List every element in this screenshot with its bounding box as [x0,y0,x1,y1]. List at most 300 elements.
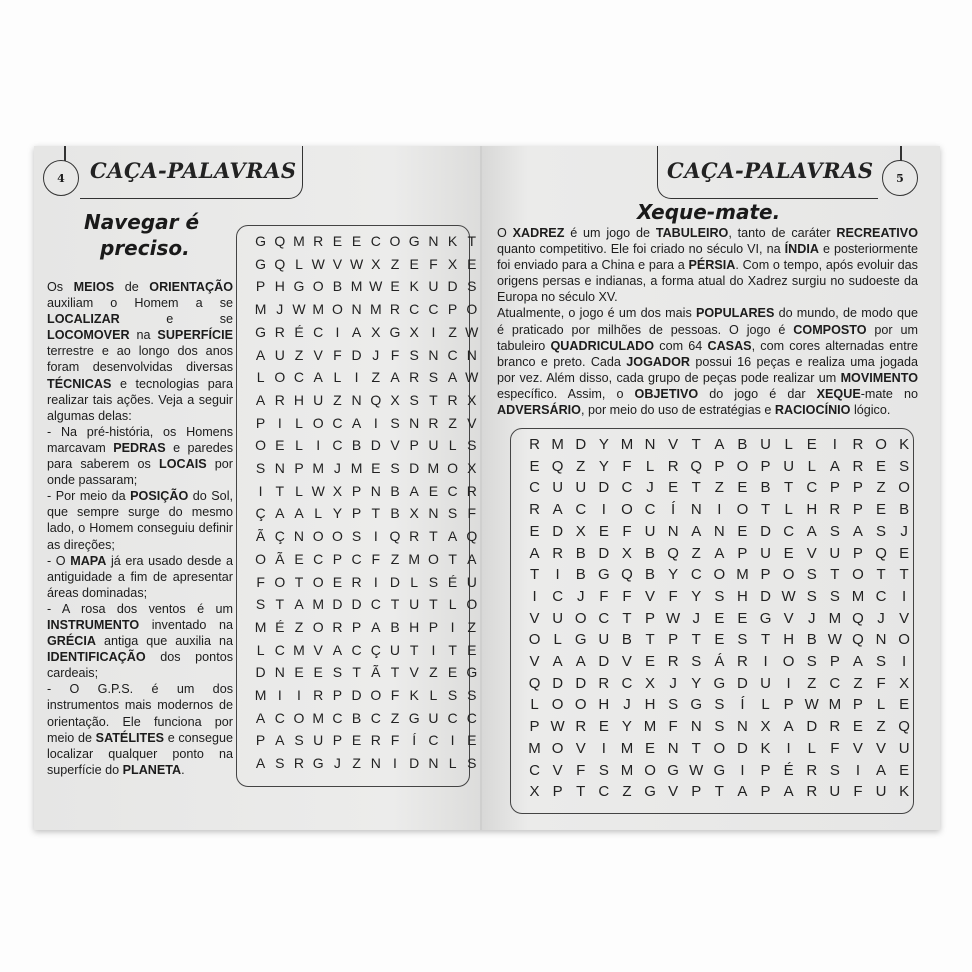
grid-letter[interactable]: C [370,233,381,249]
grid-letter[interactable]: D [552,674,564,692]
grid-letter[interactable]: O [370,687,382,703]
grid-letter[interactable]: A [737,783,748,801]
grid-letter[interactable]: D [760,522,771,540]
grid-letter[interactable]: M [427,460,440,476]
grid-letter[interactable]: V [575,739,586,757]
grid-letter[interactable]: M [620,436,634,453]
grid-letter[interactable]: T [275,482,285,499]
grid-letter[interactable]: T [691,436,701,453]
grid-letter[interactable]: Z [390,255,400,272]
grid-letter[interactable]: S [714,587,725,605]
grid-letter[interactable]: U [760,436,771,453]
grid-letter[interactable]: E [598,718,609,736]
grid-letter[interactable]: O [782,653,795,670]
grid-letter[interactable]: L [448,755,457,772]
grid-letter[interactable]: A [390,369,400,386]
grid-letter[interactable]: E [899,761,910,779]
grid-letter[interactable]: L [429,687,438,703]
grid-letter[interactable]: D [598,544,610,562]
grid-letter[interactable]: E [529,522,540,540]
grid-letter[interactable]: B [351,437,362,454]
grid-letter[interactable]: T [294,573,304,590]
grid-letter[interactable]: U [428,709,439,726]
grid-letter[interactable]: T [691,631,701,649]
grid-letter[interactable]: M [643,718,657,736]
grid-letter[interactable]: J [372,346,380,363]
grid-letter[interactable]: P [760,761,771,779]
grid-letter[interactable]: F [333,346,342,363]
grid-letter[interactable]: I [601,739,606,757]
grid-letter[interactable]: A [255,346,266,363]
grid-letter[interactable]: S [332,664,343,681]
grid-letter[interactable]: D [255,664,266,681]
grid-letter[interactable]: D [370,437,381,454]
grid-letter[interactable]: É [447,573,458,590]
grid-letter[interactable]: G [255,233,267,249]
grid-letter[interactable]: U [829,544,841,562]
grid-letter[interactable]: U [598,631,610,649]
grid-letter[interactable]: M [350,460,363,476]
grid-letter[interactable]: O [528,631,541,649]
grid-letter[interactable]: C [529,479,540,497]
grid-letter[interactable]: M [828,696,842,714]
grid-letter[interactable]: E [876,457,887,475]
grid-letter[interactable]: C [447,346,458,363]
grid-letter[interactable]: Y [668,566,679,584]
grid-letter[interactable]: A [351,414,362,431]
grid-letter[interactable]: E [332,573,343,590]
grid-letter[interactable]: R [852,436,864,453]
grid-letter[interactable]: T [448,550,457,567]
grid-letter[interactable]: O [736,501,749,519]
grid-letter[interactable]: Q [621,566,633,584]
grid-letter[interactable]: E [447,664,458,681]
grid-letter[interactable]: S [467,278,477,295]
grid-letter[interactable]: Z [853,674,863,692]
grid-letter[interactable]: P [829,653,840,670]
grid-letter[interactable]: M [293,641,305,658]
grid-letter[interactable]: B [575,544,586,562]
grid-letter[interactable]: B [621,631,632,649]
grid-letter[interactable]: L [295,482,303,499]
grid-letter[interactable]: E [899,544,910,562]
grid-letter[interactable]: J [807,609,816,627]
grid-letter[interactable]: B [737,436,748,453]
grid-letter[interactable]: S [829,522,840,540]
grid-letter[interactable]: M [254,301,267,318]
grid-letter[interactable]: S [806,653,817,670]
grid-letter[interactable]: N [351,391,362,408]
grid-letter[interactable]: B [899,501,910,519]
grid-letter[interactable]: T [467,233,477,249]
grid-letter[interactable]: E [645,739,656,757]
grid-letter[interactable]: E [351,732,362,749]
grid-letter[interactable]: O [852,566,864,584]
grid-letter[interactable]: D [447,278,458,295]
grid-letter[interactable]: C [621,479,633,497]
grid-letter[interactable]: E [852,718,863,736]
grid-letter[interactable]: N [428,346,439,363]
grid-letter[interactable]: O [331,301,343,318]
grid-letter[interactable]: B [390,482,400,499]
grid-letter[interactable]: Ã [371,664,381,681]
grid-letter[interactable]: T [429,391,438,408]
grid-letter[interactable]: R [332,618,343,635]
grid-letter[interactable]: R [737,653,748,670]
grid-letter[interactable]: F [390,687,400,703]
grid-letter[interactable]: S [668,696,679,714]
grid-letter[interactable]: R [575,718,587,736]
grid-letter[interactable]: D [598,479,610,497]
grid-letter[interactable]: O [466,301,478,318]
grid-letter[interactable]: É [275,618,285,635]
grid-letter[interactable]: D [332,596,343,613]
grid-letter[interactable]: S [467,437,477,454]
grid-letter[interactable]: P [332,550,343,567]
grid-letter[interactable]: Q [389,528,401,545]
grid-letter[interactable]: S [255,460,266,476]
grid-letter[interactable]: X [899,674,910,692]
grid-letter[interactable]: G [408,709,420,726]
grid-letter[interactable]: N [667,522,679,540]
grid-letter[interactable]: Ã [255,528,266,545]
grid-letter[interactable]: F [371,550,381,567]
grid-letter[interactable]: E [294,550,304,567]
grid-letter[interactable]: E [529,457,540,475]
grid-letter[interactable]: I [855,761,861,779]
grid-letter[interactable]: H [274,278,285,295]
grid-letter[interactable]: S [806,587,817,605]
grid-letter[interactable]: X [529,783,540,801]
grid-letter[interactable]: M [828,609,842,627]
grid-letter[interactable]: O [447,460,459,476]
grid-letter[interactable]: V [876,739,887,757]
grid-letter[interactable]: P [668,631,679,649]
grid-letter[interactable]: Ç [274,528,285,545]
grid-letter[interactable]: C [332,709,343,726]
grid-letter[interactable]: D [575,436,587,453]
grid-letter[interactable]: F [668,587,678,605]
grid-letter[interactable]: N [428,233,439,249]
grid-letter[interactable]: C [598,609,610,627]
grid-letter[interactable]: Y [691,587,702,605]
grid-letter[interactable]: C [313,550,324,567]
grid-letter[interactable]: X [409,505,419,522]
grid-letter[interactable]: I [373,573,378,590]
grid-letter[interactable]: Y [332,505,343,522]
grid-letter[interactable]: E [737,479,748,497]
grid-letter[interactable]: É [783,761,794,779]
grid-letter[interactable]: X [447,255,458,272]
grid-letter[interactable]: C [783,522,795,540]
grid-letter[interactable]: I [258,482,263,499]
grid-letter[interactable]: B [390,505,400,522]
grid-letter[interactable]: C [351,550,362,567]
grid-letter[interactable]: O [551,739,564,757]
grid-letter[interactable]: O [274,369,286,386]
grid-letter[interactable]: Í [671,501,676,519]
grid-letter[interactable]: U [409,596,420,613]
grid-letter[interactable]: F [576,761,586,779]
grid-letter[interactable]: Q [852,631,864,649]
grid-letter[interactable]: B [575,566,586,584]
grid-letter[interactable]: X [467,391,477,408]
grid-letter[interactable]: W [827,631,842,649]
grid-letter[interactable]: U [552,479,564,497]
grid-letter[interactable]: T [760,501,771,519]
grid-letter[interactable]: F [256,573,265,590]
grid-letter[interactable]: J [646,479,654,497]
grid-letter[interactable]: O [466,596,478,613]
grid-letter[interactable]: S [275,755,285,772]
grid-letter[interactable]: P [737,544,748,562]
grid-letter[interactable]: S [691,653,702,670]
grid-letter[interactable]: W [311,255,325,272]
grid-letter[interactable]: É [294,323,304,340]
grid-letter[interactable]: B [760,479,771,497]
grid-letter[interactable]: H [644,696,656,714]
grid-letter[interactable]: T [390,596,400,613]
grid-letter[interactable]: O [293,709,305,726]
grid-letter[interactable]: L [410,573,419,590]
grid-letter[interactable]: S [806,566,817,584]
grid-letter[interactable]: S [428,573,439,590]
grid-letter[interactable]: H [806,501,818,519]
grid-letter[interactable]: D [409,755,420,772]
grid-letter[interactable]: C [370,596,381,613]
grid-letter[interactable]: E [876,501,887,519]
grid-letter[interactable]: J [333,755,341,772]
grid-letter[interactable]: N [875,631,887,649]
grid-letter[interactable]: O [427,550,439,567]
grid-letter[interactable]: W [689,761,704,779]
grid-letter[interactable]: G [759,609,772,627]
grid-letter[interactable]: V [467,414,477,431]
grid-letter[interactable]: O [736,457,749,475]
grid-letter[interactable]: P [351,505,362,522]
grid-letter[interactable]: V [899,609,910,627]
grid-letter[interactable]: M [736,566,749,584]
grid-letter[interactable]: A [275,505,285,522]
grid-letter[interactable]: S [390,414,400,431]
grid-letter[interactable]: O [331,528,343,545]
grid-letter[interactable]: Z [294,346,304,363]
grid-letter[interactable]: E [783,544,794,562]
grid-letter[interactable]: T [876,566,886,584]
grid-letter[interactable]: A [783,783,794,801]
grid-letter[interactable]: D [552,522,564,540]
grid-letter[interactable]: H [598,696,610,714]
grid-letter[interactable]: Ç [255,505,266,522]
grid-letter[interactable]: H [737,587,748,605]
grid-letter[interactable]: Í [412,732,417,749]
grid-letter[interactable]: Q [274,233,286,249]
grid-letter[interactable]: V [668,783,679,801]
grid-letter[interactable]: A [783,718,794,736]
grid-letter[interactable]: E [313,664,323,681]
grid-letter[interactable]: E [390,278,400,295]
grid-letter[interactable]: L [645,457,655,475]
grid-letter[interactable]: Q [528,674,541,692]
grid-letter[interactable]: G [667,761,679,779]
grid-letter[interactable]: C [806,479,818,497]
grid-letter[interactable]: J [669,674,677,692]
grid-letter[interactable]: P [255,278,266,295]
grid-letter[interactable]: V [806,544,817,562]
grid-letter[interactable]: G [293,278,305,295]
grid-letter[interactable]: A [332,641,343,658]
grid-letter[interactable]: Z [390,709,400,726]
grid-letter[interactable]: I [431,641,436,658]
grid-letter[interactable]: T [784,479,794,497]
grid-letter[interactable]: Q [466,528,478,545]
grid-letter[interactable]: O [713,566,726,584]
grid-letter[interactable]: M [293,233,305,249]
grid-letter[interactable]: A [255,755,266,772]
grid-letter[interactable]: P [852,479,863,497]
grid-letter[interactable]: F [390,346,400,363]
grid-letter[interactable]: G [466,664,478,681]
grid-letter[interactable]: P [255,732,266,749]
grid-letter[interactable]: A [806,522,817,540]
grid-letter[interactable]: Z [333,391,342,408]
grid-letter[interactable]: P [351,618,362,635]
grid-letter[interactable]: N [644,436,656,453]
grid-letter[interactable]: T [371,505,381,522]
grid-letter[interactable]: R [274,391,285,408]
grid-letter[interactable]: P [552,783,563,801]
grid-letter[interactable]: F [622,457,632,475]
grid-letter[interactable]: I [316,437,321,454]
grid-letter[interactable]: Z [294,618,304,635]
grid-letter[interactable]: O [255,550,267,567]
grid-letter[interactable]: Q [551,457,564,475]
grid-letter[interactable]: U [313,391,324,408]
grid-letter[interactable]: D [737,674,748,692]
grid-letter[interactable]: R [293,755,305,772]
grid-letter[interactable]: Z [876,479,886,497]
grid-letter[interactable]: Y [598,436,609,453]
grid-letter[interactable]: M [312,460,325,476]
grid-letter[interactable]: U [428,437,439,454]
grid-letter[interactable]: L [295,255,303,272]
grid-letter[interactable]: I [555,566,560,584]
grid-letter[interactable]: D [409,460,420,476]
grid-letter[interactable]: S [899,457,910,475]
grid-letter[interactable]: C [428,301,439,318]
grid-letter[interactable]: S [255,596,266,613]
grid-letter[interactable]: T [390,664,400,681]
grid-letter[interactable]: O [274,573,286,590]
grid-letter[interactable]: I [373,528,378,545]
grid-letter[interactable]: D [351,596,362,613]
grid-letter[interactable]: L [295,437,303,454]
grid-letter[interactable]: C [621,674,633,692]
grid-letter[interactable]: A [371,618,381,635]
grid-letter[interactable]: N [737,718,748,736]
grid-letter[interactable]: A [714,544,725,562]
grid-letter[interactable]: S [428,369,439,386]
grid-letter[interactable]: C [274,709,285,726]
grid-letter[interactable]: O [782,566,795,584]
grid-letter[interactable]: N [690,501,702,519]
grid-letter[interactable]: M [312,596,325,613]
grid-letter[interactable]: O [389,233,401,249]
grid-letter[interactable]: Z [352,755,361,772]
grid-letter[interactable]: O [574,609,587,627]
grid-letter[interactable]: C [293,369,305,386]
grid-letter[interactable]: I [450,732,455,749]
grid-letter[interactable]: G [255,323,267,340]
grid-letter[interactable]: A [552,501,563,519]
grid-letter[interactable]: A [255,391,266,408]
grid-letter[interactable]: H [783,631,795,649]
grid-letter[interactable]: E [645,653,656,670]
grid-letter[interactable]: F [853,783,863,801]
grid-letter[interactable]: F [830,739,840,757]
grid-letter[interactable]: D [737,739,748,757]
grid-letter[interactable]: L [448,596,457,613]
grid-letter[interactable]: K [409,278,419,295]
grid-letter[interactable]: P [294,460,304,476]
grid-letter[interactable]: J [692,609,700,627]
grid-letter[interactable]: X [371,323,381,340]
grid-letter[interactable]: P [332,732,343,749]
grid-letter[interactable]: C [351,641,362,658]
grid-letter[interactable]: O [255,437,267,454]
grid-letter[interactable]: D [575,674,587,692]
grid-letter[interactable]: W [804,696,819,714]
grid-letter[interactable]: R [806,783,818,801]
grid-letter[interactable]: I [740,761,745,779]
grid-letter[interactable]: P [351,482,362,499]
grid-letter[interactable]: B [351,709,362,726]
grid-letter[interactable]: D [598,653,610,670]
grid-letter[interactable]: P [760,457,771,475]
grid-letter[interactable]: Ã [275,550,285,567]
grid-letter[interactable]: Q [852,609,864,627]
grid-letter[interactable]: R [351,573,362,590]
grid-letter[interactable]: P [645,609,656,627]
grid-letter[interactable]: C [466,709,477,726]
grid-letter[interactable]: O [875,436,887,453]
grid-letter[interactable]: I [373,414,378,431]
grid-letter[interactable]: R [428,414,439,431]
grid-letter[interactable]: T [429,596,438,613]
grid-letter[interactable]: R [409,369,420,386]
grid-letter[interactable]: C [552,587,564,605]
grid-letter[interactable]: A [294,505,304,522]
grid-letter[interactable]: E [714,631,725,649]
grid-letter[interactable]: M [312,301,325,318]
grid-letter[interactable]: S [737,631,748,649]
grid-letter[interactable]: B [645,566,656,584]
grid-letter[interactable]: Q [370,391,382,408]
grid-letter[interactable]: R [667,457,679,475]
grid-letter[interactable]: U [575,479,587,497]
grid-letter[interactable]: N [428,505,439,522]
grid-letter[interactable]: D [760,587,771,605]
grid-letter[interactable]: R [389,301,401,318]
grid-letter[interactable]: T [830,566,840,584]
grid-letter[interactable]: L [530,696,539,714]
grid-letter[interactable]: W [349,255,364,272]
grid-letter[interactable]: X [371,255,381,272]
grid-letter[interactable]: U [898,739,910,757]
grid-letter[interactable]: T [429,528,438,545]
grid-letter[interactable]: P [332,687,343,703]
grid-letter[interactable]: V [332,255,343,272]
